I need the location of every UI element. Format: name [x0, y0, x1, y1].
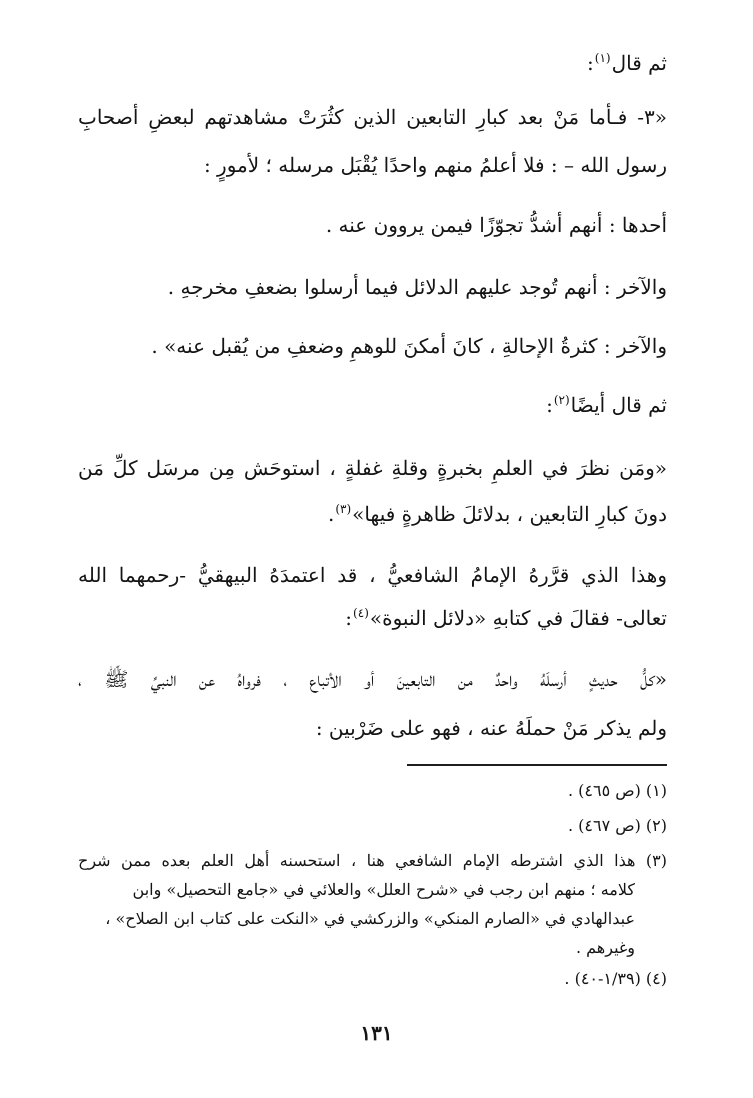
quote1-line-4: والآخر : أنهم تُوجد عليهم الدلائل فيما أرسلوا بضعفِ مخرجهِ .: [167, 275, 667, 299]
quote2-line-1: «ومَن نظرَ في العلمِ بخبرةٍ وقلةِ غفلةٍ ، استوحَش مِن مرسَل كلِّ مَن: [78, 456, 667, 480]
para1-colon: :: [345, 606, 353, 630]
footnote-3-line-4: وغيرهم .: [575, 938, 635, 957]
quote1-line-5: والآخر : كثرةُ الإحالةِ ، كانَ أمكنَ للوهمِ وضعفِ من يُقبل عنه» .: [151, 334, 667, 358]
quote2-line-2: [328, 499, 667, 529]
footnote-3-line-2: كلامه ؛ منهم ابن رجب في «شرح العلل» والعلائي في «جامع التحصيل» وابن: [132, 880, 635, 899]
quote3-line-1: «كلُّ حديثٍ أرسلَهُ واحدٌ من التابعينَ أو الأتباع ، فرواهُ عن النبيِّ ﷺ ،: [78, 667, 667, 691]
footnote-3-line-1: (٣) هذا الذي اشترطه الإمام الشافعي هنا ، استحسنه أهل العلم بعده ممن شرح: [78, 851, 667, 870]
quote2-text: دونَ كبارِ التابعين ، بدلائلَ ظاهرةٍ فيها»: [352, 502, 667, 526]
quote3-line-2: ولم يذكر مَنْ حملَهُ عنه ، فهو على ضَرْبين :: [315, 716, 667, 740]
intro-colon-2: :: [546, 393, 553, 417]
footnote-ref-4: (٤): [353, 606, 369, 620]
footnote-separator: [407, 764, 667, 766]
footnote-3-line-3: عبدالهادي في «الصارم المنكي» والزركشي في «النكت على كتاب ابن الصلاح» ،: [105, 909, 635, 928]
page-number: ١٣١: [360, 1021, 393, 1045]
para1-line-2: [345, 603, 667, 633]
intro-line-1: [587, 48, 667, 78]
intro-line-2: [546, 390, 667, 420]
footnote-2: (٢) (ص ٤٦٧) .: [567, 816, 667, 835]
footnote-ref-3: (٣): [335, 502, 352, 516]
footnote-ref-2: (٢): [553, 393, 570, 407]
footnote-4: (٤) (١/٣٩-٤٠) .: [564, 969, 667, 988]
footnote-1: (١) (ص ٤٦٥) .: [567, 781, 667, 800]
footnote-ref-1: (١): [594, 51, 611, 65]
para1-line-1: وهذا الذي قرَّرهُ الإمامُ الشافعيُّ ، قد اعتمدَهُ البيهقيُّ -رحمهما الله: [78, 563, 667, 587]
intro-text-1: ثم قال: [611, 51, 667, 75]
quote2-period: .: [327, 502, 335, 526]
para1-text: تعالى- فقالَ في كتابهِ «دلائل النبوة»: [369, 606, 667, 630]
quote1-line-2: رسول الله – : فلا أعلمُ منهم واحدًا يُقْبَل مرسله ؛ لأمورٍ :: [203, 153, 667, 177]
quote1-line-1: «٣- فـأما مَنْ بعد كبارِ التابعين الذين كثُرَتْ مشاهدتهم لبعضِ أصحابِ: [78, 105, 667, 129]
quote1-line-3: أحدها : أنهم أشدُّ تجوّزًا فيمن يروون عنه .: [325, 213, 667, 237]
intro-text-2: ثم قال أيضًا: [570, 393, 667, 417]
intro-colon-1: :: [587, 51, 594, 75]
